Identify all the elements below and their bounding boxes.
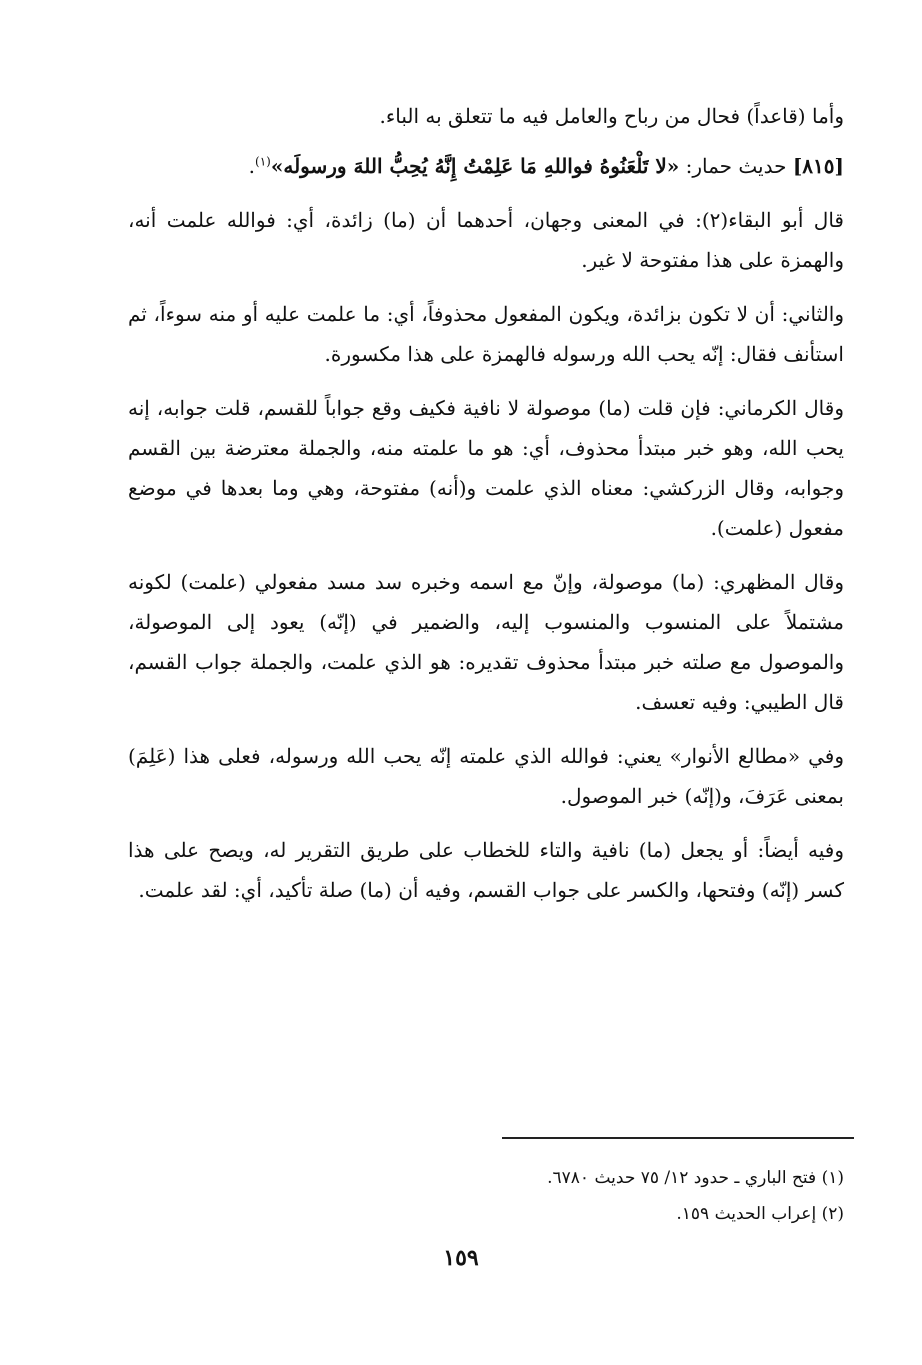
page-body (128, 96, 844, 924)
paragraph-also: وفيه أيضاً: أو يجعل (ما) نافية والتاء للخطاب على طريق التقرير له، ويصح على هذا كسر (إنّه) وفتحها، والكسر على جواب القسم، وفيه أن (ما) صلة تأكيد، أي: لقد علمت. (128, 838, 844, 902)
paragraph-intro: وأما (قاعداً) فحال من رباح والعامل فيه ما تتعلق به الباء. (379, 104, 844, 128)
paragraph-kirmani: وقال الكرماني: فإن قلت (ما) موصولة لا نافية فكيف وقع جواباً للقسم، قلت جوابه، إنه يحب الله، وهو خبر مبتدأ محذوف، أي: هو ما علمته منه، والجملة معترضة بين القسم وجوابه، وقال الزركشي: معناه الذي علمت و(أنه) مفتوحة، وهي وما بعدها في موضع مفعول (علمت). (128, 396, 844, 540)
footnote-2: (٢) إعراب الحديث ١٥٩. (676, 1204, 844, 1224)
paragraph-mazhari: وقال المظهري: (ما) موصولة، وإنّ مع اسمه وخبره سد مسد مفعولي (علمت) لكونه مشتملاً على المنسوب والمنسوب إليه، والضمير في (إنّه) يعود إلى الموصولة، والموصول مع صلته خبر مبتدأ محذوف تقديره: هو الذي علمت، والجملة جواب القسم، قال الطيبي: وفيه تعسف. (128, 570, 844, 714)
footnotes (128, 1160, 844, 1232)
hadith-text: «لا تَلْعَنُوهُ فواللهِ مَا عَلِمْتُ إِنَّهُ يُحِبُّ اللهَ ورسولَه» (270, 154, 680, 178)
footnote-marker-1: (١) (255, 154, 271, 169)
footnote-divider (502, 1137, 854, 1139)
hadith-number: [٨١٥] (792, 154, 844, 178)
page-number: ١٥٩ (443, 1245, 479, 1271)
paragraph-matali: وفي «مطالع الأنوار» يعني: فوالله الذي علمته إنّه يحب الله ورسوله، فعلى هذا (عَلِمَ) بمعنى عَرَفَ، و(إنّه) خبر الموصول. (128, 744, 844, 808)
paragraph-hadith (128, 146, 844, 186)
hadith-suffix: . (248, 154, 256, 178)
paragraph-abu-albaqa: قال أبو البقاء(٢): في المعنى وجهان، أحدهما أن (ما) زائدة، أي: فوالله علمت أنه، والهمزة على هذا مفتوحة لا غير. (128, 208, 844, 272)
footnote-1: (١) فتح الباري ـ حدود ١٢/ ٧٥ حديث ٦٧٨٠. (547, 1168, 844, 1188)
paragraph-second-view: والثاني: أن لا تكون بزائدة، ويكون المفعول محذوفاً، أي: ما علمت عليه أو منه سوءاً، ثم استأنف فقال: إنّه يحب الله ورسوله فالهمزة على هذا مكسورة. (128, 302, 844, 366)
hadith-prefix: حديث حمار: (679, 154, 793, 178)
